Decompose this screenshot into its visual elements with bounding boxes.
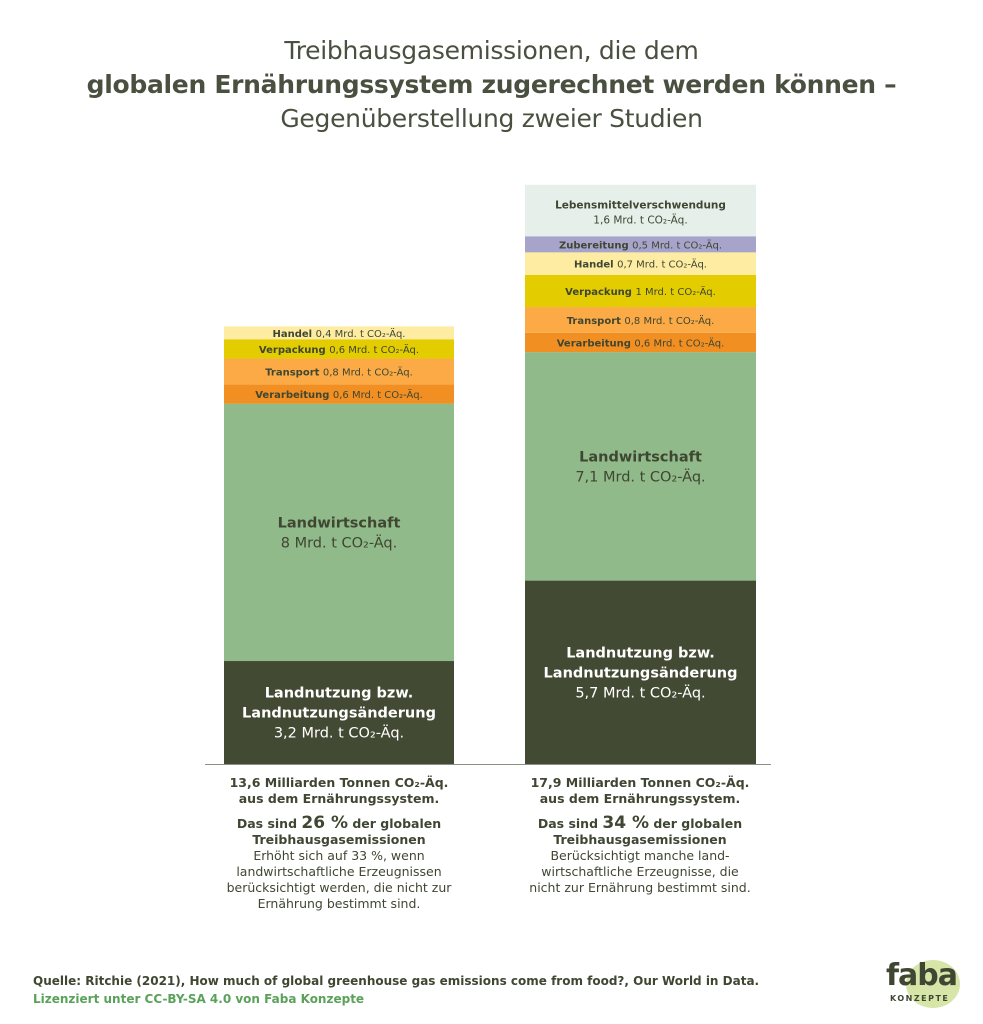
bar-1-handel-label: Handel 0,4 Mrd. t CO₂-Äq. <box>272 328 406 340</box>
note-1-detail-3: berücksichtigt werden, die nicht zur <box>226 880 452 895</box>
source-text: Quelle: Ritchie (2021), How much of global greenhouse gas emissions come from food?, Our World in Data. <box>33 974 760 988</box>
note-1-detail-4: Ernährung bestimmt sind. <box>257 896 421 911</box>
bar-2-landnutzung-bzw-landnutzungsaenderung-value: 5,7 Mrd. t CO₂-Äq. <box>575 685 706 702</box>
bar-2-transport-label: Transport 0,8 Mrd. t CO₂-Äq. <box>566 315 715 327</box>
note-2-pre: Das sind <box>537 816 603 831</box>
note-1-post: der globalen <box>347 816 442 831</box>
title-line-3: Gegenüberstellung zweier Studien <box>280 104 703 133</box>
bar-2-segment-landwirtschaft <box>525 352 756 580</box>
note-2-share <box>495 815 785 832</box>
bar-1-landnutzung-bzw-landnutzungsaenderung-label-2: Landnutzungsänderung <box>242 705 436 722</box>
bar-1-transport-label: Transport 0,8 Mrd. t CO₂-Äq. <box>265 367 413 379</box>
note-2-source: aus dem Ernährungssystem. <box>539 791 741 806</box>
bar-1-note <box>194 775 484 912</box>
bar-1-verarbeitung-label: Verarbeitung 0,6 Mrd. t CO₂-Äq. <box>255 389 423 401</box>
bar-1-segment-landwirtschaft <box>224 404 454 661</box>
note-1-share <box>194 815 484 832</box>
logo-sub: KONZEPTE <box>890 994 950 1003</box>
faba-logo <box>880 958 964 1010</box>
bar-1-landwirtschaft-label-1: Landwirtschaft <box>277 515 401 532</box>
note-1-percent: 26 % <box>301 813 348 833</box>
note-2-detail-1: Berücksichtigt manche land- <box>550 848 730 863</box>
bar-1-landnutzung-bzw-landnutzungsaenderung-value: 3,2 Mrd. t CO₂-Äq. <box>273 725 405 742</box>
note-2-detail-2: wirtschaftliche Erzeugnisse, die <box>541 864 739 879</box>
bar-2-verpackung-label: Verpackung 1 Mrd. t CO₂-Äq. <box>565 286 716 298</box>
note-1-detail-1: Erhöht sich auf 33 %, wenn <box>253 848 425 863</box>
footer <box>33 972 759 1008</box>
license-text: Lizenziert unter CC-BY-SA 4.0 von Faba Konzepte <box>33 992 365 1006</box>
title-line-2: globalen Ernährungssystem zugerechnet werden können – <box>86 70 897 99</box>
bar-2-zubereitung-label: Zubereitung 0,5 Mrd. t CO₂-Äq. <box>558 240 723 252</box>
bar-2-lebensmittelverschwendung-label-1: Lebensmittelverschwendung <box>555 199 726 212</box>
note-2-percent: 34 % <box>602 813 649 833</box>
note-1-detail-2: landwirtschaftliche Erzeugnissen <box>236 864 442 879</box>
title-line-1: Treibhausgasemissionen, die dem <box>284 36 699 65</box>
bar-2-landwirtschaft-label-1: Landwirtschaft <box>579 449 702 466</box>
bar-2-lebensmittelverschwendung-value: 1,6 Mrd. t CO₂-Äq. <box>593 214 688 227</box>
bar-2-landnutzung-bzw-landnutzungsaenderung-label-2: Landnutzungsänderung <box>543 665 738 682</box>
note-1-total: 13,6 Milliarden Tonnen CO₂-Äq. <box>229 775 449 790</box>
note-1-source: aus dem Ernährungssystem. <box>238 791 440 806</box>
bar-1-landnutzung-bzw-landnutzungsaenderung-label-1: Landnutzung bzw. <box>264 685 414 702</box>
bar-2-note <box>495 775 785 896</box>
bar-2-landwirtschaft-value: 7,1 Mrd. t CO₂-Äq. <box>575 469 706 486</box>
note-2-ghg: Treibhausgasemissionen <box>553 832 727 847</box>
bar-2-landnutzung-bzw-landnutzungsaenderung-label-1: Landnutzung bzw. <box>566 645 715 662</box>
note-1-ghg: Treibhausgasemissionen <box>252 832 426 847</box>
note-2-total: 17,9 Milliarden Tonnen CO₂-Äq. <box>530 775 750 790</box>
logo-word: faba <box>886 958 958 993</box>
note-2-detail-3: nicht zur Ernährung bestimmt sind. <box>529 880 751 895</box>
bar-2-verarbeitung-label: Verarbeitung 0,6 Mrd. t CO₂-Äq. <box>556 338 725 350</box>
note-1-pre: Das sind <box>236 816 302 831</box>
bar-2-handel-label: Handel 0,7 Mrd. t CO₂-Äq. <box>574 259 707 271</box>
bar-1-landwirtschaft-value: 8 Mrd. t CO₂-Äq. <box>280 535 398 552</box>
note-2-post: der globalen <box>648 816 743 831</box>
bar-1-verpackung-label: Verpackung 0,6 Mrd. t CO₂-Äq. <box>258 344 420 356</box>
